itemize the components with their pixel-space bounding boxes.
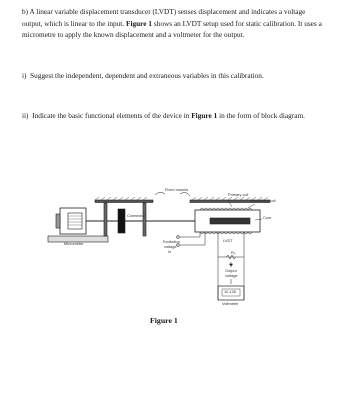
label-excitation-3: in xyxy=(168,249,172,254)
lvdt-core xyxy=(210,218,250,224)
intro-text-post: shows an LVDT setup used for static calibration. It uses a micrometre to apply the known displacement and a voltmeter for the output. xyxy=(22,18,322,40)
fixed-mount-left xyxy=(95,200,153,203)
figure-reference: Figure 1 xyxy=(125,18,152,28)
sub-question-ii-text-pre: Indicate the basic functional elements of the device in xyxy=(32,111,190,120)
label-lvdt: LVDT xyxy=(223,238,233,243)
label-secondary-coil: Secondary coil xyxy=(250,198,276,203)
figure-caption: Figure 1 xyxy=(150,316,178,325)
sub-question-i-label: i) xyxy=(22,71,27,80)
label-excitation-2: voltage xyxy=(164,244,177,249)
label-ro: R₀ xyxy=(231,250,236,255)
sub-question-ii-label: ii) xyxy=(22,111,29,120)
voltmeter-reading: 10.135 xyxy=(224,289,236,294)
sub-question-i-text: Suggest the independent, dependent and extraneous variables in this calibration. xyxy=(30,71,264,80)
label-micrometer: Micrometer xyxy=(64,241,84,246)
sub-question-ii-figure-reference: Figure 1 xyxy=(191,111,218,120)
label-primary-coil: Primary coil xyxy=(228,192,249,197)
label-output-2: voltage xyxy=(225,273,238,278)
sub-question-ii-text-post: in the form of block diagram. xyxy=(219,111,305,120)
label-output-1: Output xyxy=(225,268,237,273)
intro-text-pre: A linear variable displacement transducer (LVDT) senses displacement and indicates a voltage output, which is linear to the input. xyxy=(22,7,306,28)
label-voltmeter: Voltmeter xyxy=(222,301,239,306)
part-b-label: b) xyxy=(22,7,29,16)
label-connector: Connector xyxy=(127,213,145,218)
connector-block xyxy=(118,209,125,233)
label-excitation-1: Excitation xyxy=(163,239,180,244)
label-fixed-mounts: Fixed mounts xyxy=(165,187,189,192)
label-core: Core xyxy=(263,215,272,220)
